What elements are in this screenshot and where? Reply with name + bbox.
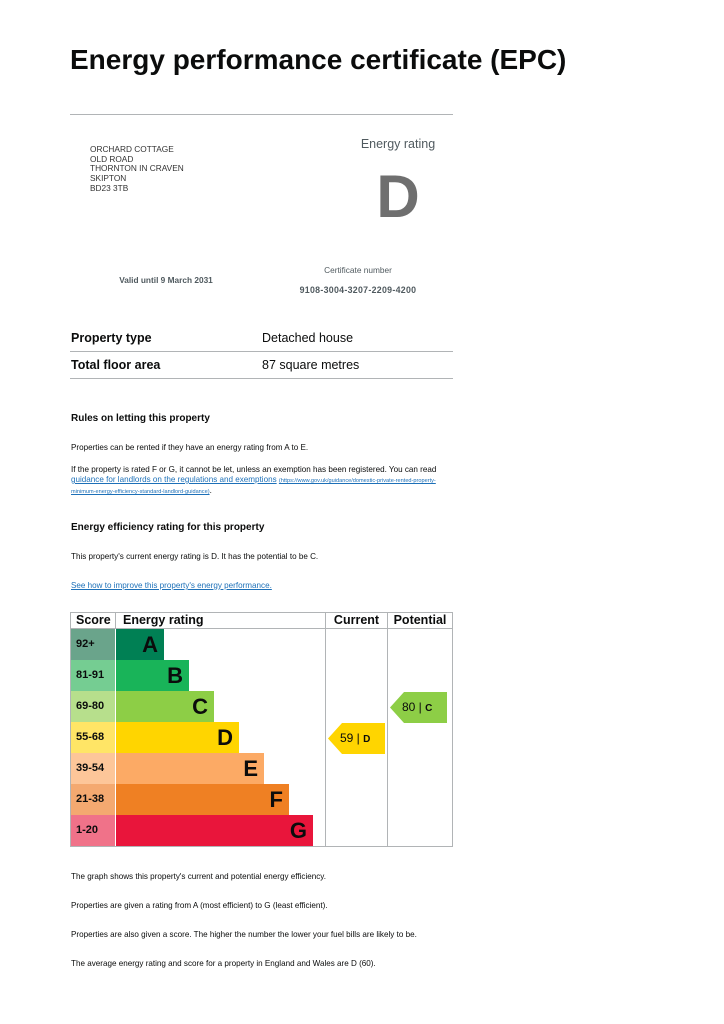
improve-performance-link[interactable]: See how to improve this property's energy performance. <box>71 581 272 590</box>
chart-col-divider <box>115 612 116 629</box>
rating-band-c <box>116 691 214 722</box>
score-range-b: 81-91 <box>71 660 115 691</box>
chart-header-score: Score <box>76 613 111 627</box>
rating-band-letter: E <box>243 756 258 781</box>
landlord-guidance-url[interactable]: (https://www.gov.uk/guidance/domestic-private-rented-property-minimum-energy-efficiency-standard-landlord-guidance) <box>71 478 436 495</box>
score-range-a: 92+ <box>71 629 115 660</box>
rating-band-f <box>116 784 289 815</box>
chart-header-potential: Potential <box>393 613 447 627</box>
address-block <box>90 145 184 194</box>
efficiency-heading: Energy efficiency rating for this property <box>71 522 265 533</box>
rating-band-d <box>116 722 239 753</box>
certificate-number-label: Certificate number <box>324 265 392 275</box>
score-range-e: 39-54 <box>71 753 115 784</box>
chart-header-current: Current <box>333 613 380 627</box>
rating-band-letter: D <box>217 725 233 750</box>
footer-text: Properties are also given a score. The higher the number the lower your fuel bills are likely to be. <box>71 930 417 939</box>
rating-band-letter: B <box>167 663 183 688</box>
rules-paragraph: Properties can be rented if they have an energy rating from A to E. <box>71 443 309 452</box>
chart-col-divider <box>325 612 326 847</box>
current-rating-arrow-label: 59 | D <box>340 731 371 745</box>
chart-border-bottom <box>70 846 453 847</box>
score-range-c: 69-80 <box>71 691 115 722</box>
rating-band-letter: A <box>142 632 158 657</box>
address-line: THORNTON IN CRAVEN <box>90 163 184 174</box>
score-range-d: 55-68 <box>71 722 115 753</box>
certificate-number: 9108-3004-3207-2209-4200 <box>299 285 417 295</box>
divider <box>70 114 453 115</box>
footer-text: Properties are given a rating from A (most efficient) to G (least efficient). <box>71 901 328 910</box>
rating-band-letter: F <box>269 787 283 812</box>
rating-band-g <box>116 815 313 846</box>
current-rating-arrow <box>328 723 385 754</box>
rating-band-letter: G <box>289 818 307 843</box>
valid-until: Valid until 9 March 2031 <box>119 275 213 285</box>
page-title: Energy performance certificate (EPC) <box>70 44 567 75</box>
divider <box>70 351 453 352</box>
rules-heading: Rules on letting this property <box>71 413 210 424</box>
landlord-guidance-link[interactable]: guidance for landlords on the regulations and exemptions <box>71 475 277 484</box>
energy-rating-letter: D <box>376 163 420 230</box>
footer-text: The graph shows this property's current and potential energy efficiency. <box>71 872 326 881</box>
energy-rating-label: Energy rating <box>360 137 436 151</box>
rules-text: If the property is rated F or G, it cannot be let, unless an exemption has been registered. You can read <box>71 465 437 474</box>
address-line: SKIPTON <box>90 173 127 184</box>
rating-band-b <box>116 660 189 691</box>
rules-exemption-paragraph <box>71 465 451 497</box>
chart-header-rating: Energy rating <box>123 613 204 627</box>
divider <box>70 378 453 379</box>
property-type-value: Detached house <box>262 331 354 345</box>
score-range-f: 21-38 <box>71 784 115 815</box>
potential-rating-arrow-label: 80 | C <box>402 700 433 714</box>
chart-border-right <box>452 612 453 847</box>
rating-band-letter: C <box>192 694 208 719</box>
footer-text: The average energy rating and score for a property in England and Wales are D (60). <box>71 959 376 968</box>
potential-rating-arrow <box>390 692 447 723</box>
property-type-label: Property type <box>71 331 152 345</box>
chart-col-divider <box>387 612 388 847</box>
rules-text-end: . <box>209 486 212 495</box>
address-line: OLD ROAD <box>90 153 134 164</box>
rating-band-e <box>116 753 264 784</box>
floor-area-value: 87 square metres <box>262 358 360 372</box>
score-range-g: 1-20 <box>71 815 115 846</box>
address-line: ORCHARD COTTAGE <box>90 144 174 154</box>
current-rating-text: This property's current energy rating is D. It has the potential to be C. <box>71 552 319 561</box>
floor-area-label: Total floor area <box>71 358 161 372</box>
address-line: BD23 3TB <box>90 182 129 193</box>
rating-band-a <box>116 629 164 660</box>
